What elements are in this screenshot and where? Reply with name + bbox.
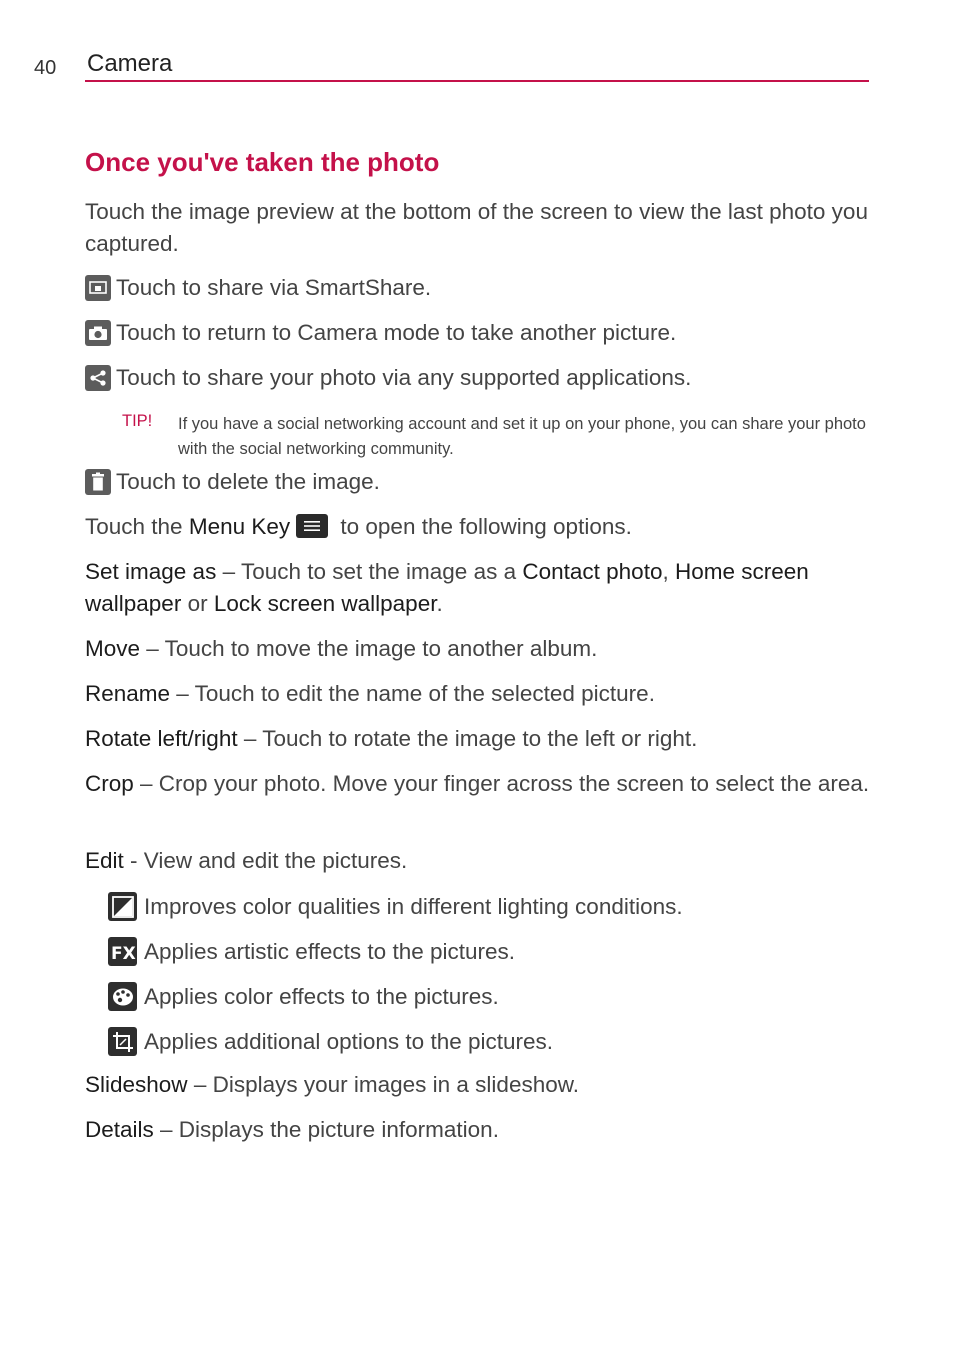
set-image-term: Set image as — [85, 559, 217, 584]
slideshow-option — [85, 1069, 579, 1101]
page-number: 40 — [34, 57, 57, 79]
edit-term: Edit — [85, 848, 124, 873]
crop-icon — [108, 1027, 137, 1056]
move-option — [85, 633, 597, 665]
brightness-text: Improves color qualities in different lighting conditions. — [144, 893, 683, 919]
tip-label: TIP! — [122, 412, 153, 430]
smartshare-icon — [85, 275, 111, 301]
palette-icon — [108, 982, 137, 1011]
move-text: – Touch to move the image to another album. — [140, 636, 598, 661]
edit-option — [85, 845, 407, 877]
set-image-sep1: , — [662, 559, 675, 584]
edit-palette-item — [108, 982, 499, 1011]
crop-option — [85, 768, 875, 800]
set-image-option — [85, 556, 875, 620]
chapter-title: Camera — [87, 50, 173, 77]
rotate-option — [85, 723, 697, 755]
menu-line-before: Touch the — [85, 514, 189, 539]
section-heading: Once you've taken the photo — [85, 147, 440, 177]
rotate-term: Rotate left/right — [85, 726, 238, 751]
set-image-sep2: or — [181, 591, 214, 616]
smartshare-text: Touch to share via SmartShare. — [116, 275, 432, 300]
set-image-text: – Touch to set the image as a — [216, 559, 523, 584]
intro-paragraph: Touch the image preview at the bottom of the screen to view the last photo you captured. — [85, 199, 868, 256]
rotate-text: – Touch to rotate the image to the left or right. — [237, 726, 698, 751]
palette-text: Applies color effects to the pictures. — [144, 983, 499, 1009]
fx-text: Applies artistic effects to the pictures. — [144, 938, 516, 964]
slideshow-text: – Displays your images in a slideshow. — [187, 1072, 579, 1097]
lock-screen-wallpaper-label: Lock screen wallpaper — [213, 591, 437, 616]
delete-item — [85, 469, 380, 495]
move-term: Move — [85, 636, 141, 661]
edit-text: - View and edit the pictures. — [123, 848, 408, 873]
rename-term: Rename — [85, 681, 171, 706]
trash-icon — [85, 469, 111, 495]
camera-text: Touch to return to Camera mode to take another picture. — [116, 320, 677, 345]
slideshow-term: Slideshow — [85, 1072, 188, 1097]
rename-text: – Touch to edit the name of the selected picture. — [170, 681, 655, 706]
share-text: Touch to share your photo via any supported applications. — [116, 365, 692, 390]
crop-text: – Crop your photo. Move your finger across the screen to select the area. — [133, 771, 870, 796]
home-screen-wallpaper-label: Home screen wallpaper — [85, 559, 809, 616]
camera-item — [85, 320, 676, 346]
edit-brightness-item — [108, 892, 683, 921]
brightness-icon — [108, 892, 137, 921]
crop-term: Crop — [85, 771, 134, 796]
tip-text: If you have a social networking account and set it up on your phone, you can share your photo with the social networking community. — [178, 415, 866, 458]
delete-text: Touch to delete the image. — [116, 469, 380, 494]
menu-key-label: Menu Key — [188, 514, 291, 539]
edit-fx-item — [108, 937, 515, 966]
share-icon — [85, 365, 111, 391]
menu-key-icon — [296, 514, 328, 538]
fx-icon — [108, 937, 137, 966]
menu-line-after: to open the following options. — [334, 514, 632, 539]
details-text: – Displays the picture information. — [153, 1117, 499, 1142]
menu-key-line — [85, 511, 632, 543]
edit-crop-item — [108, 1027, 553, 1056]
camera-icon — [85, 320, 111, 346]
details-term: Details — [85, 1117, 154, 1142]
contact-photo-label: Contact photo — [522, 559, 663, 584]
rename-option — [85, 678, 655, 710]
details-option — [85, 1114, 499, 1146]
set-image-end: . — [436, 591, 443, 616]
smartshare-item — [85, 275, 431, 301]
crop-edit-text: Applies additional options to the pictures. — [144, 1028, 554, 1054]
svg-text:FX: FX — [110, 943, 136, 961]
header-rule — [85, 80, 869, 82]
share-item — [85, 365, 691, 391]
